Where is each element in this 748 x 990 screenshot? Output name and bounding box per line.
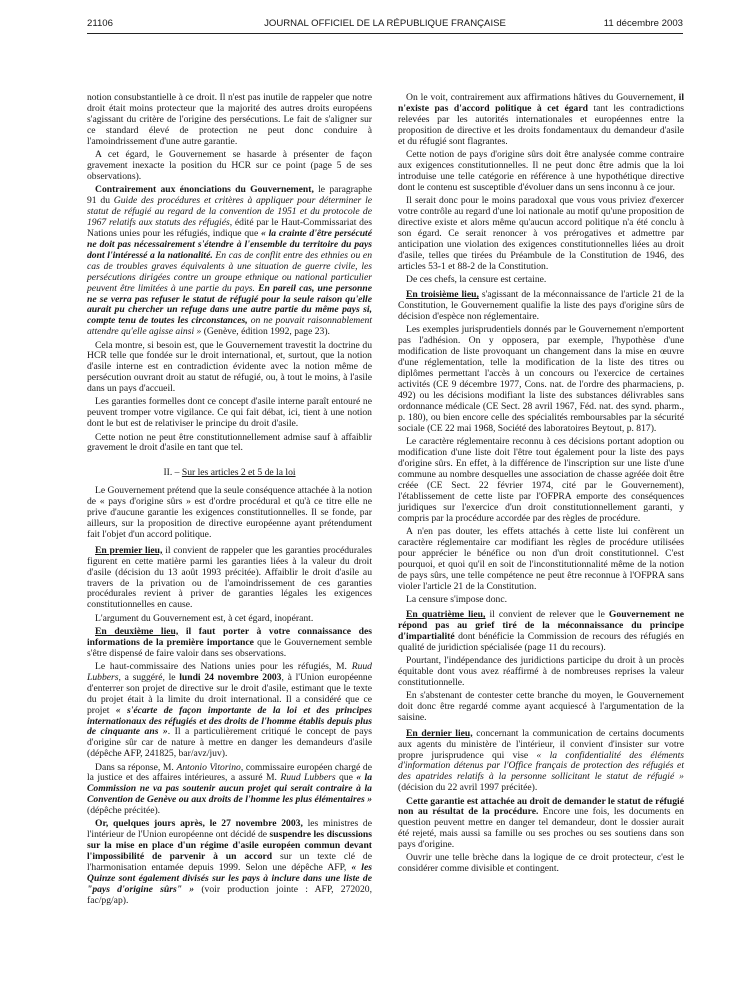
paragraph: L'argument du Gouvernement est, à cet égard, inopérant.	[95, 612, 314, 624]
paragraph: En quatrième lieu, il convient de relever que le Gouvernement ne répond pas au grief tiré de la méconnaissance du principe d'impartialité dont bénéficie la Commission de recours des réfugiés en qualité de juridiction spécialisée (page 11 du recours).	[398, 609, 684, 654]
paragraph: Ouvrir une telle brèche dans la logique de ce droit protecteur, c'est le considérer comme divisible et contingent.	[398, 852, 684, 875]
paragraph: Les exemples jurisprudentiels donnés par le Gouvernement n'emportent pas l'adhésion. On y opposera, par exemple, l'hypothèse d'une modification de liste provoquant un changement dans la mise en œuvre d'une réglementation, telle la modification de la liste des titres ou diplômes permettant l'accès à un concours ou l'exercice de certaines activités (CE 9 décembre 1977, Cons. nat. de l'ordre des pharmaciens, p. 492) ou les décisions modifiant la liste des substances délivrables sans ordonnance médicale (CE Sect. 28 avril 1967, Féd. nat. des synd. pharm., p. 180), ou bien encore celle des spécialités remboursables par la sécurité sociale (CE 22 mai 1968, Société des laboratoires Beytout, p. 817).	[398, 324, 684, 434]
paragraph: On le voit, contrairement aux affirmations hâtives du Gouvernement, il n'existe pas d'accord politique à cet égard tant les contradictions relevées par les autorités internationales et européennes entre la proposition de directive et les droits fondamentaux du demandeur d'asile et du réfugié sont flagrantes.	[398, 92, 684, 147]
paragraph: Le caractère réglementaire reconnu à ces décisions portant adoption ou modification d'une liste doit l'être tout également pour la liste des pays d'origine sûrs. En effet, à la différence de l'inscription sur une liste d'une commune au nombre desquelles une association de chasse agréée doit être créée (CE Sect. 22 février 1974, cité par le Gouvernement), l'établissement de cette liste par l'OFPRA emporte des conséquences juridiques sur l'exercice d'un droit constitutionnellement garanti, y compris par la procédure accordée par des règles de procédure.	[398, 436, 684, 524]
paragraph: Cette notion ne peut être constitutionnellement admise sauf à affaiblir gravement le droit d'asile en tant que tel.	[87, 431, 372, 454]
paragraph: En deuxième lieu, il faut porter à votre connaissance des informations de la première importance que le Gouvernement semble s'être dispensé de faire valoir dans ses observations.	[87, 625, 373, 659]
paragraph: La censure s'impose donc.	[406, 593, 507, 605]
paragraph: notion consubstantielle à ce droit. Il n'est pas inutile de rappeler que notre droit était moins protecteur que la majorité des autres droits européens s'agissant du critère de l'origine des persécutions. Le fait de s'aligner sur ce standard élevé de protection ne peut donc conduire à l'amoindrissement d'une autre garantie.	[87, 92, 372, 147]
page-header	[87, 18, 683, 32]
paragraph: A n'en pas douter, les effets attachés à cette liste lui confèrent un caractère réglementaire car modifiant les règles de procédure utilisées pour apprécier le bénéfice ou non d'un droit constitutionnel. C'est pourquoi, et quoi qu'il en soit de l'inconstitutionnalité même de la notion de pays sûrs, une telle compétence ne peut être reconnue à l'OFPRA sans violer l'article 21 de la Constitution.	[398, 525, 684, 592]
paragraph: Les garanties formelles dont ce concept d'asile interne paraît entouré ne peuvent tromper votre vigilance. Ce qui fait débat, ici, tient à une notion dont le but est de relativiser le principe du droit d'asile.	[87, 396, 372, 430]
paragraph: Cette notion de pays d'origine sûrs doit être analysée comme contraire aux exigences constitutionnelles. Il ne peut donc être admis que la loi introduise une telle catégorie en référence à une hypothétique directive dont le contenu est susceptible d'évoluer dans un sens inconnu à ce jour.	[398, 148, 684, 193]
paragraph: En s'abstenant de contester cette branche du moyen, le Gouvernement doit donc être regardé comme ayant acquiescé à l'argumentation de la saisine.	[398, 690, 684, 724]
paragraph: En premier lieu, il convient de rappeler que les garanties procédurales figurent en cette matière parmi les garanties liées à la valeur du droit d'asile (décision du 13 août 1993 précitée). Affaiblir le droit d'asile au travers de la privation ou de l'amoindrissement de ces garanties procédurales revient à priver de garanties légales les exigences constitutionnelles en cause.	[87, 544, 372, 611]
paragraph: En troisième lieu, s'agissant de la méconnaissance de l'article 21 de la Constitution, le Gouvernement qualifie la liste des pays d'origine sûrs de décision d'espèce non réglementaire.	[398, 289, 684, 323]
paragraph: Le haut-commissaire des Nations unies pour les réfugiés, M. Ruud Lubbers, a suggéré, le lundi 24 novembre 2003, à l'Union européenne d'enterrer son projet de directive sur le droit d'asile, estimant que le texte du projet était à la limite du droit international. Il a considéré que ce projet « s'écarte de façon importante de la loi et des principes internationaux des réfugiés et des droits de l'homme établis depuis plus de cinquante ans ». Il a particulièrement critiqué le concept de pays d'origine sûr car de nature à mettre en danger les demandeurs d'asile (dépêche AFP, 241825, bar/avz/juv).	[87, 660, 373, 760]
header-rule	[87, 33, 683, 34]
section-heading: II. – Sur les articles 2 et 5 de la loi	[163, 467, 296, 479]
paragraph: Il serait donc pour le moins paradoxal que vous vous priviez d'exercer votre contrôle au regard d'une loi nationale au motif qu'une proposition de directive existe et alors même qu'aucun accord politique n'a été conclu à son égard. Ce serait renoncer à vos prérogatives et admettre par anticipation une violation des exigences constitutionnelles liées au droit d'asile, telles que tirées du Préambule de la Constitution de 1946, des articles 53-1 et 88-2 de la Constitution.	[398, 194, 684, 272]
paragraph: Cela montre, si besoin est, que le Gouvernement travestit la doctrine du HCR telle que fondée sur le droit international, et, surtout, que la notion d'asile interne est en contradiction évidente avec la notion même de persécution ouvrant droit au statut de réfugié, ou, à tout le moins, à l'asile dans un pays d'accueil.	[87, 339, 372, 395]
paragraph: Or, quelques jours après, le 27 novembre 2003, les ministres de l'intérieur de l'Union européenne ont décidé de suspendre les discussions sur la mise en place d'un régime d'asile européen commun devant l'impossibilité de parvenir à un accord sur un texte clé de l'harmonisation entamée depuis 1999. Selon une dépêche AFP, « les Quinze sont également divisés sur les pays à inclure dans une liste de "pays d'origine sûrs" » (voir production jointe : AFP, 272020, fac/pg/ap).	[87, 818, 373, 907]
issue-date: 11 décembre 2003	[603, 18, 683, 29]
page-number: 21106	[87, 18, 113, 29]
paragraph: Dans sa réponse, M. Antonio Vitorino, commissaire européen chargé de la justice et des affaires intérieures, a assuré M. Ruud Lubbers que « la Commission ne va pas soutenir aucun projet qui serait contraire à la Convention de Genève ou aux droits de l'homme les plus élémentaires » (dépêche précitée).	[87, 761, 372, 817]
paragraph: A cet égard, le Gouvernement se hasarde à présenter de façon gravement inexacte la position du HCR sur ce point (page 5 de ses observations).	[87, 148, 372, 182]
paragraph: Contrairement aux énonciations du Gouvernement, le paragraphe 91 du Guide des procédures et critères à appliquer pour déterminer le statut de réfugié au regard de la convention de 1951 et du protocole de 1967 relatifs aux statuts des réfugiés, édité par le Haut-Commissariat des Nations unies pour les réfugiés, indique que « la crainte d'être persécuté ne doit pas nécessairement s'étendre à l'ensemble du territoire du pays dont l'intéressé a la nationalité. En cas de conflit entre des ethnies ou en cas de troubles graves équivalents à une situation de guerre civile, les persécutions dirigées contre un groupe ethnique ou national particulier peuvent être limitées à une partie du pays. En pareil cas, une personne ne se verra pas refuser le statut de réfugié pour la seule raison qu'elle aurait pu chercher un refuge dans une autre partie du même pays si, compte tenu de toutes les circonstances, on ne pouvait raisonnablement attendre qu'elle agisse ainsi » (Genève, édition 1992, page 23).	[87, 184, 373, 338]
journal-title: JOURNAL OFFICIEL DE LA RÉPUBLIQUE FRANÇAISE	[264, 18, 506, 29]
paragraph: En dernier lieu, concernant la communication de certains documents aux agents du ministère de l'intérieur, il convient d'insister sur votre propre jurisprudence qui vise « la confidentialité des éléments d'information détenus par l'Office français de protection des réfugiés et des apatrides relatifs à la personne sollicitant le statut de réfugié » (décision du 22 avril 1997 précitée).	[398, 727, 685, 794]
paragraph: De ces chefs, la censure est certaine.	[406, 273, 547, 285]
paragraph: Le Gouvernement prétend que la seule conséquence attachée à la notion de « pays d'origine sûrs » est d'ordre procédural et qu'à ce titre elle ne prive d'aucune garantie les exigences constitutionnelles. Il se fonde, par ailleurs, sur la proposition de directive européenne ayant prétendument fait l'objet d'un accord politique.	[87, 485, 372, 541]
right-column	[398, 93, 684, 878]
paragraph: Cette garantie est attachée au droit de demander le statut de réfugié non au résultat de la procédure. Encore une fois, les documents en question peuvent mettre en danger tel demandeur, dont le dossier aurait été rejeté, mais aussi sa famille ou ses proches ou ses soutiens dans son pays d'origine.	[398, 795, 684, 851]
left-column	[87, 93, 372, 909]
paragraph: Pourtant, l'indépendance des juridictions participe du droit à un procès équitable dont vous avez réaffirmé à de nombreuses reprises la valeur constitutionnelle.	[398, 655, 684, 689]
